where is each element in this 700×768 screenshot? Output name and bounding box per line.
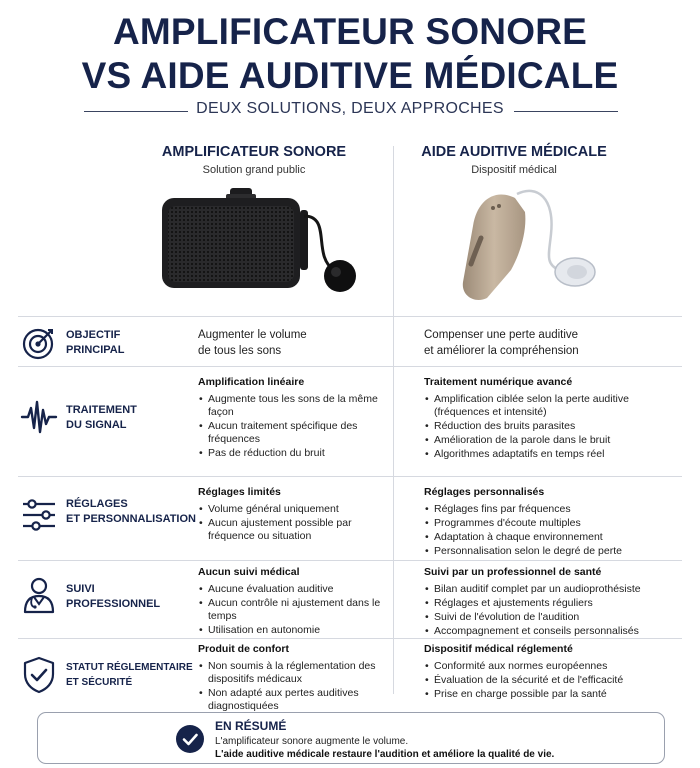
list-item: • Algorithmes adaptatifs en temps réel <box>424 448 674 461</box>
column-name: AMPLIFICATEUR SONORE <box>161 144 347 160</box>
list-item: • Volume général uniquement <box>198 503 384 516</box>
cell-statut-amplifier: Produit de confort • Non soumis à la réglementation des dispositifs médicaux • Non adapté aux pertes auditives diagnostiquées <box>198 643 384 714</box>
doctor-icon <box>20 576 58 614</box>
cell-traitement-amplifier: Amplification linéaire • Augmente tous les sons de la même façon • Aucun traitement spécifique des fréquences • Pas de réduction du bruit <box>198 376 384 461</box>
cell-reglages-hearing-aid: Réglages personnalisés • Réglages fins par fréquences • Programmes d'écoute multiples • Adaptation à chaque environnement • Personnalisation selon le degré de perte <box>424 486 674 559</box>
list-item: • Programmes d'écoute multiples <box>424 517 674 530</box>
column-subtitle: Dispositif médical <box>471 164 557 176</box>
row-separator <box>18 366 682 367</box>
row-label-suivi: SUIVI PROFESSIONNEL <box>66 583 161 610</box>
list-item: • Non soumis à la réglementation des dispositifs médicaux <box>198 660 384 686</box>
column-divider <box>393 146 394 694</box>
cell-suivi-amplifier: Aucun suivi médical • Aucune évaluation auditive • Aucun contrôle ni ajustement dans le temps • Utilisation en autonomie <box>198 566 384 638</box>
cell-suivi-hearing-aid: Suivi par un professionnel de santé • Bilan auditif complet par un audioprothésiste • Réglages et ajustements réguliers • Suivi de l'évolution de l'audition • Accompagnement et conseils personnalisés <box>424 566 674 639</box>
sound-amplifier-image <box>162 186 362 296</box>
column-header-hearing-aid <box>384 144 644 176</box>
hearing-aid-image <box>455 178 615 306</box>
cell-reglages-amplifier: Réglages limités • Volume général uniquement • Aucun ajustement possible par fréquence ou situation <box>198 486 384 544</box>
list-item: • Aucun ajustement possible par fréquence ou situation <box>198 517 384 543</box>
summary-box <box>37 712 665 764</box>
list-item: • Augmente tous les sons de la même façon <box>198 393 384 419</box>
subtitle-rule-right <box>514 111 618 112</box>
row-separator <box>18 476 682 477</box>
summary-line-1: L'amplificateur sonore augmente le volume. <box>215 736 409 747</box>
cell-traitement-hearing-aid: Traitement numérique avancé • Amplification ciblée selon la perte auditive (fréquences et intensité) • Réduction des bruits parasites • Amélioration de la parole dans le bruit • Algorithmes adaptatifs en temps réel <box>424 376 674 462</box>
list-item: • Évaluation de la sécurité et de l'efficacité <box>424 674 674 687</box>
list-item: • Bilan auditif complet par un audioprothésiste <box>424 583 674 596</box>
list-item: • Amplification ciblée selon la perte auditive (fréquences et intensité) <box>424 393 674 419</box>
list-item: • Personnalisation selon le degré de perte <box>424 545 674 558</box>
cell-statut-hearing-aid: Dispositif médical réglementé • Conformité aux normes européennes • Évaluation de la sécurité et de l'efficacité • Prise en charge possible par la santé <box>424 643 674 702</box>
row-label-reglages: RÉGLAGES ET PERSONNALISATION <box>66 498 196 525</box>
check-circle-icon <box>176 725 204 753</box>
row-separator <box>18 560 682 561</box>
list-item: • Amélioration de la parole dans le bruit <box>424 434 674 447</box>
list-item: • Non adapté aux pertes auditives diagnostiquées <box>198 687 384 713</box>
list-item: • Suivi de l'évolution de l'audition <box>424 611 674 624</box>
list-item: • Réduction des bruits parasites <box>424 420 674 433</box>
column-header-amplifier <box>124 144 384 176</box>
page-title-line2: VS AIDE AUDITIVE MÉDICALE <box>81 55 619 96</box>
summary-title: EN RÉSUMÉ <box>215 719 287 733</box>
list-item: • Utilisation en autonomie <box>198 624 384 637</box>
summary-line-2: L'aide auditive médicale restaure l'audition et améliore la qualité de vie. <box>215 749 555 760</box>
list-item: • Accompagnement et conseils personnalisés <box>424 625 674 638</box>
row-label-traitement: TRAITEMENT DU SIGNAL <box>66 404 137 431</box>
sliders-icon <box>20 496 58 534</box>
cell-objectif-hearing-aid: Compenser une perte auditive et améliorer la compréhension <box>424 329 579 357</box>
list-item: • Conformité aux normes européennes <box>424 660 674 673</box>
target-icon <box>20 324 58 362</box>
cell-objectif-amplifier: Augmenter le volume de tous les sons <box>198 329 307 357</box>
shield-check-icon <box>20 656 58 694</box>
list-item: • Pas de réduction du bruit <box>198 447 384 460</box>
waveform-icon <box>20 398 58 436</box>
list-item: • Prise en charge possible par la santé <box>424 688 674 701</box>
row-label-statut: STATUT RÉGLEMENTAIRE ET SÉCURITÉ <box>66 662 193 688</box>
row-separator <box>18 316 682 317</box>
subtitle: DEUX SOLUTIONS, DEUX APPROCHES <box>196 100 504 117</box>
list-item: • Aucun contrôle ni ajustement dans le temps <box>198 597 384 623</box>
list-item: • Aucune évaluation auditive <box>198 583 384 596</box>
page-title-line1: AMPLIFICATEUR SONORE <box>112 11 588 52</box>
row-label-objectif: OBJECTIF PRINCIPAL <box>66 329 125 356</box>
list-item: • Réglages fins par fréquences <box>424 503 674 516</box>
list-item: • Aucun traitement spécifique des fréquences <box>198 420 384 446</box>
column-name: AIDE AUDITIVE MÉDICALE <box>421 144 607 160</box>
subtitle-row <box>0 100 700 120</box>
column-subtitle: Solution grand public <box>202 164 306 176</box>
list-item: • Réglages et ajustements réguliers <box>424 597 674 610</box>
list-item: • Adaptation à chaque environnement <box>424 531 674 544</box>
